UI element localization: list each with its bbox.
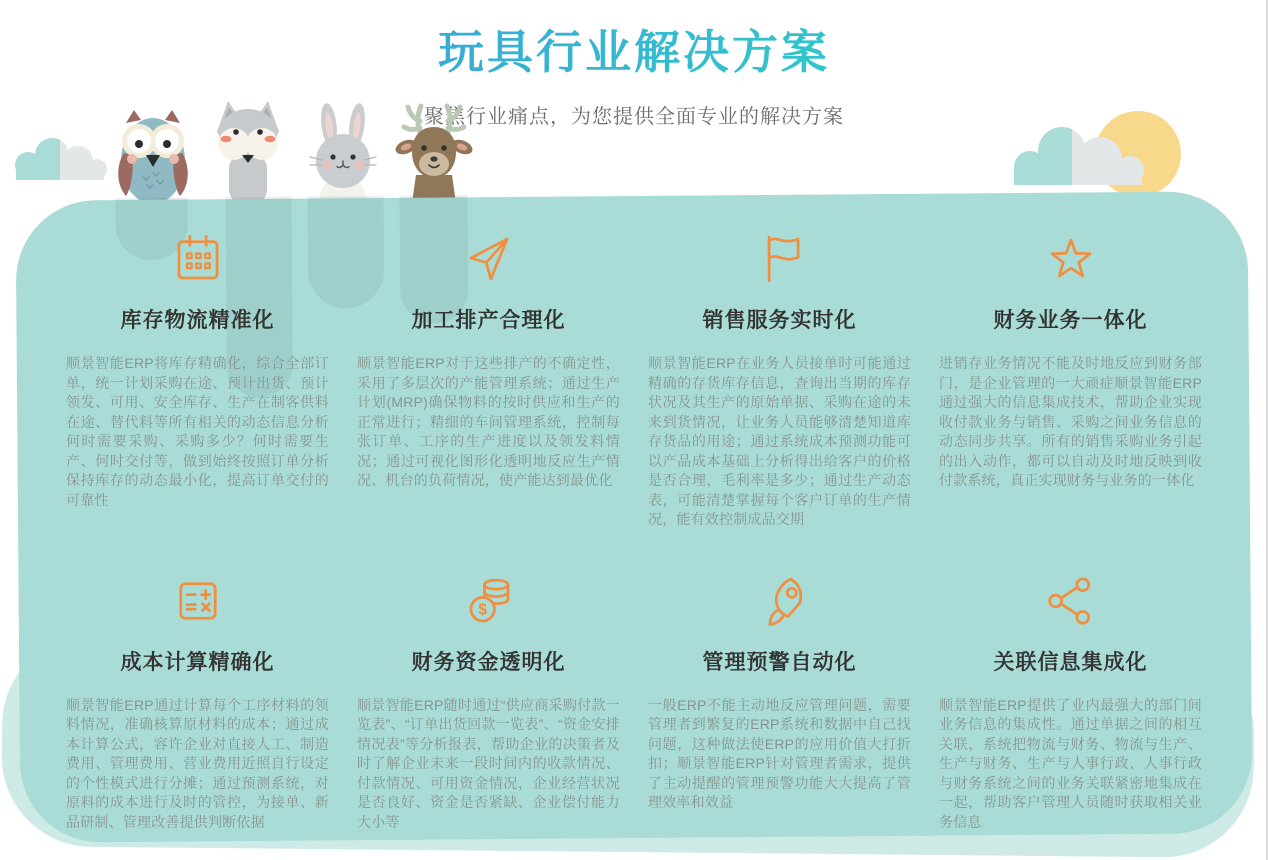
card-title: 关联信息集成化 (993, 650, 1148, 674)
cloud-right-icon (1000, 121, 1160, 187)
card-inventory-logistics (66, 230, 329, 536)
card-title: 财务业务一体化 (993, 309, 1148, 332)
card-sales-service (648, 230, 911, 536)
calculator-icon (169, 572, 227, 630)
card-text: 一般ERP不能主动地反应管理问题，需要管理者到繁复的ERP系统和数据中自己找问题，这种做法使ERP的应用价值大打折扣；顺景智能ERP针对管理者需求，提供了主动提醒的管理预警功能大大提高了管理效率和效益 (648, 696, 911, 810)
star-icon (1042, 230, 1100, 288)
card-management-alerts (648, 572, 911, 839)
card-title: 销售服务实时化 (702, 309, 857, 332)
card-funds-transparency (357, 572, 620, 839)
card-finance-business (939, 230, 1202, 536)
card-text: 顺景智能ERP提供了业内最强大的部门间业务信息的集成性。通过单据之间的相互关联，系统把物流与财务、物流与生产、生产与财务、生产与人事行政、人事行政与财务系统之间的业务关联紧密地集成在一起，帮助客户管理人员随时获取相关业务信息 (939, 696, 1202, 830)
card-text: 顺景智能ERP对于这些排产的不确定性，采用了多层次的产能管理系统；通过生产计划(MRP)确保物料的按时供应和生产的正常进行；精细的车间管理系统，控制每张订单、工序的生产进度以及领发料情况；通过可视化图形化透明地反应生产情况、机台的负荷情况，使产能达到最优化 (357, 355, 620, 488)
card-title: 加工排产合理化 (411, 309, 566, 332)
coins-icon (459, 572, 519, 630)
page-subtitle: 聚焦行业痛点，为您提供全面专业的解决方案 (424, 106, 844, 128)
calendar-icon (169, 230, 227, 288)
cloud-left-icon (8, 132, 112, 182)
card-cost-calculation (66, 572, 329, 839)
card-title: 成本计算精确化 (120, 650, 275, 674)
rocket-icon (751, 572, 809, 630)
deer-icon (392, 101, 476, 203)
fox-icon (200, 97, 296, 203)
card-text: 顺景智能ERP随时通过“供应商采购付款一览表”、“订单出货回款一览表”、“资金安排情况表”等分析报表，帮助企业的决策者及时了解企业未来一段时间内的收款情况、付款情况、可用资金情况，企业经营状况是否良好、资金是否紧缺、企业偿付能力大小等 (357, 696, 620, 830)
paper-plane-icon (460, 230, 518, 288)
card-title: 财务资金透明化 (411, 650, 566, 674)
flag-icon (751, 230, 809, 288)
svg-text:$: $ (477, 601, 487, 619)
share-icon (1042, 572, 1100, 630)
card-production-scheduling (357, 230, 620, 536)
owl-icon (113, 107, 193, 203)
card-text: 顺景智能ERP将库存精确化，综合全部订单，统一计划采购在途、预计出货、预计领发、可用、安全库存、生产在制客供料在途、替代料等所有相关的动态信息分析何时需要采购、采购多少？何时需要生产、何时交付等，做到始终按照订单分析保持库存的动态最小化，提高订单交付的可靠性 (66, 355, 329, 508)
card-title: 库存物流精准化 (120, 309, 275, 332)
rabbit-icon (298, 99, 390, 203)
page-title: 玩具行业解决方案 (0, 16, 1268, 82)
card-information-integration (939, 572, 1202, 839)
card-text: 进销存业务情况不能及时地反应到财务部门，是企业管理的一大顽症顺景智能ERP通过强大的信息集成技术，帮助企业实现收付款业务与销售、采购之间业务信息的动态同步共享。所有的销售采购业务引起的出入动作，都可以自动及时地反映到收付款系统，真正实现财务与业务的一体化 (939, 355, 1202, 488)
card-text: 顺景智能ERP在业务人员接单时可能通过精确的存货库存信息，查询出当期的库存状况及其生产的原始单据、采购在途的未来到货情况，让业务人员能够清楚知道库存货品的用途；通过系统成本预测功能可以产品成本基础上分析得出给客户的价格是否合理，毛利率是多少；通过生产动态表，可能清楚掌握每个客户订单的生产情况，能有效控制成品交期 (648, 355, 911, 527)
card-text: 顺景智能ERP通过计算每个工序材料的领料情况，准确核算原材料的成本；通过成本计算公式，容许企业对直接人工、制造费用、管理费用、营业费用近照自行设定的个性模式进行分摊；通过预测系统，对原料的成本进行及时的管控，为接单、新品研制、管理改善提供判断依据 (66, 696, 329, 830)
card-title: 管理预警自动化 (702, 650, 857, 674)
solutions-grid (18, 196, 1250, 838)
